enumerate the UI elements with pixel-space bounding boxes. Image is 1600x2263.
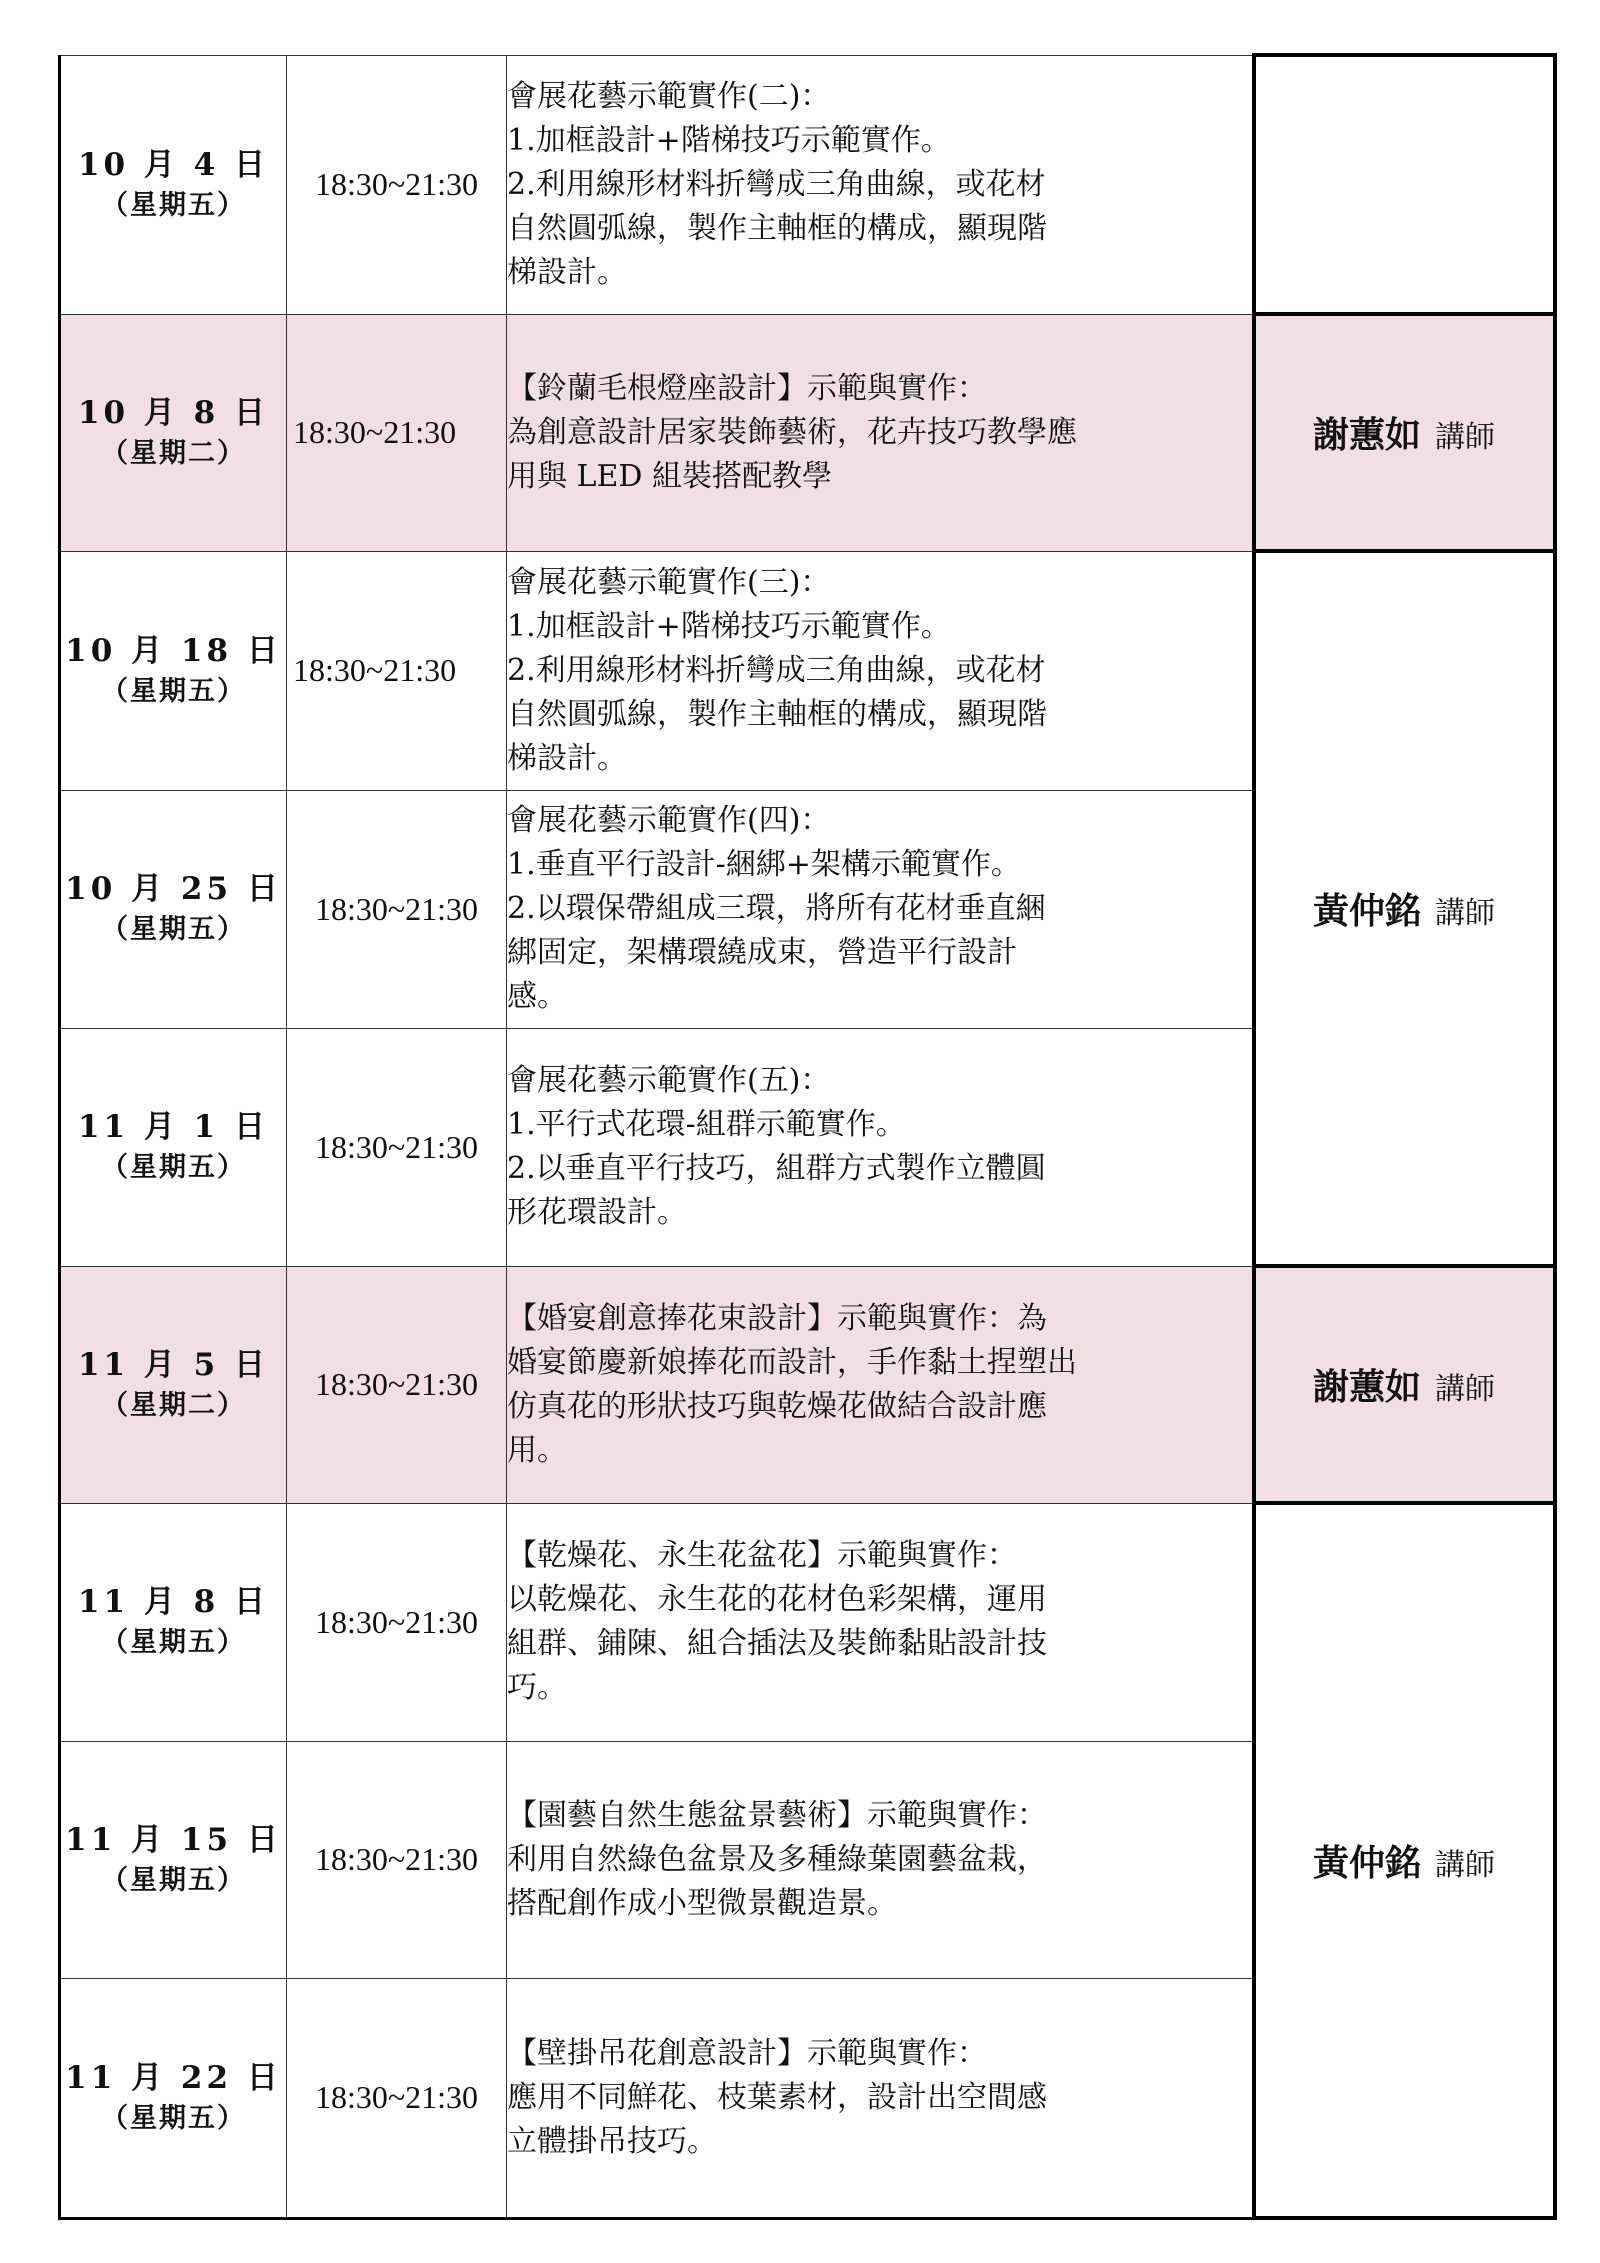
- session-description: [507, 314, 1254, 551]
- session-date: 11 月 8 日: [77, 1584, 270, 1621]
- session-description: [507, 1266, 1254, 1503]
- description-line: 2.以垂直平行技巧，組群方式製作立體圓: [507, 1151, 1046, 1187]
- session-weekday: （星期五）: [101, 1627, 246, 1659]
- table-row: [60, 314, 1555, 551]
- description-line: 為創意設計居家裝飾藝術，花卉技巧教學應: [507, 414, 1077, 450]
- session-weekday: （星期五）: [101, 1152, 246, 1184]
- instructor-name: 謝蕙如: [1312, 415, 1421, 457]
- session-date: 10 月 4 日: [77, 146, 270, 183]
- table-row: [60, 55, 1555, 314]
- instructor-title: 講師: [1435, 896, 1495, 932]
- description-line: 2.以環保帶組成三環，將所有花材垂直綑: [507, 891, 1046, 927]
- description-line: 感。: [507, 979, 567, 1015]
- description-line: 會展花藝示範實作(三)：: [507, 564, 831, 600]
- description-line: 婚宴節慶新娘捧花而設計，手作黏土捏塑出: [507, 1344, 1077, 1380]
- date-cell: [60, 1979, 287, 2218]
- table-row: [60, 1503, 1555, 1741]
- session-description: [507, 790, 1254, 1028]
- session-weekday: （星期五）: [101, 1864, 246, 1896]
- session-weekday: （星期二）: [101, 437, 246, 469]
- session-date: 10 月 8 日: [77, 394, 270, 431]
- description-line: 仿真花的形狀技巧與乾燥花做結合設計應: [507, 1388, 1047, 1424]
- description-line: 組群、鋪陳、組合插法及裝飾黏貼設計技: [507, 1626, 1047, 1662]
- session-description: [507, 55, 1254, 314]
- session-time: 18:30~21:30: [287, 1503, 507, 1741]
- instructor-cell: [1254, 314, 1555, 551]
- description-line: 會展花藝示範實作(二)：: [507, 78, 831, 114]
- session-time: 18:30~21:30: [287, 314, 507, 551]
- date-cell: [60, 1266, 287, 1503]
- instructor-cell-empty: [1254, 55, 1555, 314]
- date-cell: [60, 1028, 287, 1266]
- session-weekday: （星期五）: [101, 189, 246, 221]
- description-line: 1.垂直平行設計-綑綁+架構示範實作。: [507, 847, 1021, 883]
- description-line: 用與 LED 組裝搭配教學: [507, 458, 832, 494]
- description-line: 會展花藝示範實作(四)：: [507, 803, 831, 839]
- date-cell: [60, 314, 287, 551]
- description-line: 梯設計。: [507, 254, 627, 290]
- session-weekday: （星期五）: [101, 675, 246, 707]
- table-row: [60, 1266, 1555, 1503]
- session-date: 10 月 25 日: [65, 871, 282, 908]
- session-date: 10 月 18 日: [65, 632, 282, 669]
- date-cell: [60, 1741, 287, 1979]
- session-date: 11 月 5 日: [77, 1346, 270, 1383]
- session-weekday: （星期二）: [101, 1389, 246, 1421]
- instructor-cell: [1254, 551, 1555, 1266]
- description-line: 梯設計。: [507, 740, 627, 776]
- session-description: [507, 1503, 1254, 1741]
- description-line: 【乾燥花、永生花盆花】示範與實作：: [507, 1538, 1017, 1574]
- course-schedule-table: [58, 53, 1557, 2220]
- description-line: 綁固定，架構環繞成束，營造平行設計: [507, 935, 1017, 971]
- date-cell: [60, 55, 287, 314]
- table-row: [60, 551, 1555, 790]
- description-line: 立體掛吊技巧。: [507, 2123, 717, 2159]
- description-line: 巧。: [507, 1670, 567, 1706]
- description-line: 【壁掛吊花創意設計】示範與實作：: [507, 2035, 987, 2071]
- instructor-name: 謝蕙如: [1312, 1367, 1421, 1409]
- instructor-cell: [1254, 1266, 1555, 1503]
- description-line: 形花環設計。: [507, 1195, 687, 1231]
- description-line: 應用不同鮮花、枝葉素材，設計出空間感: [507, 2079, 1047, 2115]
- description-line: 以乾燥花、永生花的花材色彩架構，運用: [507, 1582, 1047, 1618]
- session-time: 18:30~21:30: [287, 55, 507, 314]
- description-line: 會展花藝示範實作(五)：: [507, 1063, 831, 1099]
- description-line: 利用自然綠色盆景及多種綠葉園藝盆栽，: [507, 1841, 1047, 1877]
- description-line: 用。: [507, 1432, 567, 1468]
- description-line: 2.利用線形材料折彎成三角曲線，或花材: [507, 166, 1046, 202]
- instructor-title: 講師: [1435, 1372, 1495, 1408]
- date-cell: [60, 790, 287, 1028]
- description-line: 1.平行式花環-組群示範實作。: [507, 1107, 906, 1143]
- session-weekday: （星期五）: [101, 914, 246, 946]
- session-time: 18:30~21:30: [287, 551, 507, 790]
- instructor-name: 黃仲銘: [1312, 891, 1421, 933]
- description-line: 自然圓弧線，製作主軸框的構成，顯現階: [507, 210, 1047, 246]
- session-description: [507, 1979, 1254, 2218]
- date-cell: [60, 551, 287, 790]
- session-time: 18:30~21:30: [287, 1979, 507, 2218]
- instructor-title: 講師: [1435, 420, 1495, 456]
- session-description: [507, 551, 1254, 790]
- session-time: 18:30~21:30: [287, 1741, 507, 1979]
- description-line: 搭配創作成小型微景觀造景。: [507, 1885, 897, 1921]
- session-weekday: （星期五）: [101, 2102, 246, 2134]
- session-date: 11 月 15 日: [65, 1821, 282, 1858]
- date-cell: [60, 1503, 287, 1741]
- description-line: 自然圓弧線，製作主軸框的構成，顯現階: [507, 696, 1047, 732]
- session-description: [507, 1741, 1254, 1979]
- session-time: 18:30~21:30: [287, 1266, 507, 1503]
- description-line: 1.加框設計+階梯技巧示範實作。: [507, 122, 951, 158]
- session-date: 11 月 22 日: [65, 2059, 282, 2096]
- session-description: [507, 1028, 1254, 1266]
- description-line: 1.加框設計+階梯技巧示範實作。: [507, 608, 951, 644]
- session-time: 18:30~21:30: [287, 1028, 507, 1266]
- session-date: 11 月 1 日: [77, 1109, 270, 1146]
- instructor-name: 黃仲銘: [1312, 1843, 1421, 1885]
- description-line: 【園藝自然生態盆景藝術】示範與實作：: [507, 1797, 1047, 1833]
- description-line: 2.利用線形材料折彎成三角曲線，或花材: [507, 652, 1046, 688]
- description-line: 【婚宴創意捧花束設計】示範與實作：為: [507, 1300, 1047, 1336]
- instructor-cell: [1254, 1503, 1555, 2218]
- session-time: 18:30~21:30: [287, 790, 507, 1028]
- description-line: 【鈴蘭毛根燈座設計】示範與實作：: [507, 370, 987, 406]
- instructor-title: 講師: [1435, 1848, 1495, 1884]
